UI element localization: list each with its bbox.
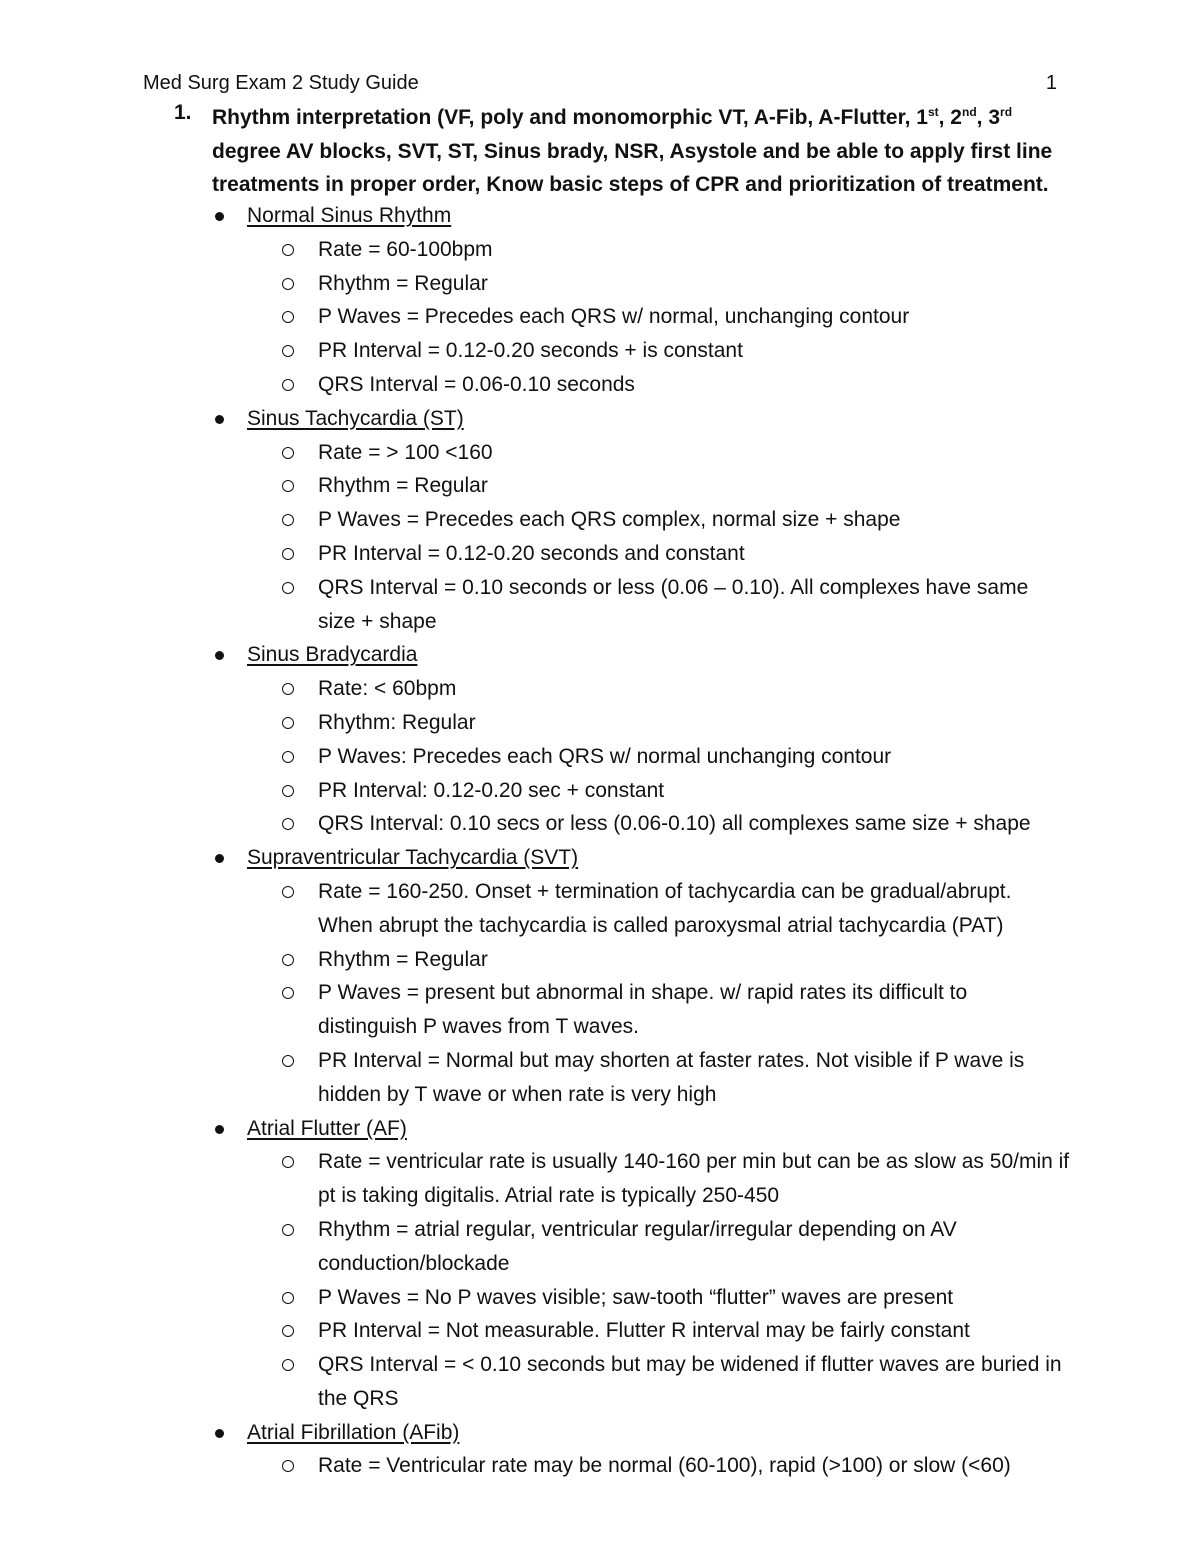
list-item-text: PR Interval = Normal but may shorten at faster rates. Not visible if P wave is hidden by T wave or when rate is very high <box>318 1048 1025 1106</box>
rhythm-heading-label: Sinus Tachycardia (ST) <box>247 406 464 430</box>
rhythm-heading <box>211 1112 1071 1146</box>
page-header <box>143 72 1057 102</box>
question-text-sep1: , 2 <box>938 106 962 129</box>
superscript-nd: nd <box>962 105 977 119</box>
hollow-bullet-icon <box>282 1292 294 1304</box>
list-item-text: P Waves = present but abnormal in shape. w/ rapid rates its difficult to distinguish P waves from T waves. <box>318 981 968 1039</box>
hollow-bullet-icon <box>282 717 294 729</box>
list-item <box>211 436 1071 470</box>
hollow-bullet-icon <box>282 987 294 999</box>
list-item-text: PR Interval = 0.12-0.20 seconds + is constant <box>318 339 743 363</box>
list-item <box>211 267 1071 301</box>
list-item <box>211 1044 1071 1112</box>
rhythm-heading-label: Sinus Bradycardia <box>247 643 418 667</box>
rhythm-heading-label: Atrial Fibrillation (AFib) <box>247 1420 460 1444</box>
list-item-text: Rhythm = Regular <box>318 947 488 971</box>
hollow-bullet-icon <box>282 1359 294 1371</box>
list-item-text: P Waves = Precedes each QRS complex, normal size + shape <box>318 508 901 532</box>
list-item <box>211 537 1071 571</box>
list-item-text: PR Interval: 0.12-0.20 sec + constant <box>318 778 665 802</box>
list-item-text: Rate = 160-250. Onset + termination of tachycardia can be gradual/abrupt. When abrupt the tachycardia is called paroxysmal atrial tachycardia (PAT) <box>318 879 1012 937</box>
hollow-bullet-icon <box>282 1224 294 1236</box>
bullet-icon <box>215 1125 224 1134</box>
rhythm-heading-label: Normal Sinus Rhythm <box>247 204 452 227</box>
bullet-icon <box>215 651 224 660</box>
document-title: Med Surg Exam 2 Study Guide <box>143 72 419 94</box>
list-item <box>211 334 1071 368</box>
list-item <box>211 503 1071 537</box>
rhythm-section <box>211 638 1071 841</box>
question-1 <box>174 101 1074 202</box>
rhythm-section <box>211 199 1071 402</box>
list-item <box>211 706 1071 740</box>
list-item-text: QRS Interval = 0.10 seconds or less (0.06 – 0.10). All complexes have same size + shape <box>318 575 1029 633</box>
list-item <box>211 976 1071 1044</box>
list-item <box>211 1145 1071 1213</box>
list-item-text: QRS Interval = 0.06-0.10 seconds <box>318 372 635 396</box>
list-item-text: P Waves = Precedes each QRS w/ normal, unchanging contour <box>318 305 910 329</box>
hollow-bullet-icon <box>282 1460 294 1472</box>
list-item-text: Rhythm = Regular <box>318 474 488 498</box>
superscript-rd: rd <box>1000 105 1013 119</box>
list-item <box>211 233 1071 267</box>
rhythm-section <box>211 841 1071 1111</box>
rhythm-heading-label: Atrial Flutter (AF) <box>247 1116 407 1140</box>
superscript-st: st <box>927 105 939 119</box>
list-item <box>211 1281 1071 1315</box>
rhythm-heading <box>211 402 1071 436</box>
list-item <box>211 672 1071 706</box>
hollow-bullet-icon <box>282 447 294 459</box>
list-item-text: Rate = > 100 <160 <box>318 440 493 464</box>
hollow-bullet-icon <box>282 954 294 966</box>
list-item-text: PR Interval = 0.12-0.20 seconds and constant <box>318 541 745 565</box>
hollow-bullet-icon <box>282 480 294 492</box>
rhythm-heading-label: Supraventricular Tachycardia (SVT) <box>247 846 579 870</box>
hollow-bullet-icon <box>282 548 294 560</box>
hollow-bullet-icon <box>282 278 294 290</box>
list-item <box>211 774 1071 808</box>
list-item-text: Rhythm = atrial regular, ventricular regular/irregular depending on AV conduction/blockade <box>318 1217 957 1275</box>
rhythm-list <box>211 199 1071 1483</box>
list-item <box>211 740 1071 774</box>
list-item-text: Rate: < 60bpm <box>318 677 457 701</box>
rhythm-section <box>211 402 1071 639</box>
hollow-bullet-icon <box>282 751 294 763</box>
hollow-bullet-icon <box>282 514 294 526</box>
rhythm-heading <box>211 841 1071 875</box>
bullet-icon <box>215 854 224 863</box>
list-item-text: Rate = 60-100bpm <box>318 237 493 261</box>
hollow-bullet-icon <box>282 818 294 830</box>
list-item <box>211 469 1071 503</box>
list-item <box>211 807 1071 841</box>
rhythm-heading <box>211 1416 1071 1450</box>
hollow-bullet-icon <box>282 379 294 391</box>
list-item-text: P Waves = No P waves visible; saw-tooth “flutter” waves are present <box>318 1285 954 1309</box>
bullet-icon <box>215 1429 224 1438</box>
list-item <box>211 1449 1071 1483</box>
bullet-icon <box>215 415 224 424</box>
hollow-bullet-icon <box>282 345 294 357</box>
hollow-bullet-icon <box>282 311 294 323</box>
rhythm-section <box>211 1416 1071 1484</box>
list-item-text: PR Interval = Not measurable. Flutter R interval may be fairly constant <box>318 1319 970 1343</box>
list-item <box>211 300 1071 334</box>
list-item-text: QRS Interval = < 0.10 seconds but may be widened if flutter waves are buried in the QRS <box>318 1353 1062 1410</box>
hollow-bullet-icon <box>282 1055 294 1067</box>
list-item <box>211 875 1071 943</box>
rhythm-heading <box>211 638 1071 672</box>
hollow-bullet-icon <box>282 785 294 797</box>
page-number: 1 <box>1045 72 1057 94</box>
list-item <box>211 571 1071 639</box>
question-text-sep2: , 3 <box>976 106 1001 129</box>
list-item <box>211 1348 1071 1416</box>
hollow-bullet-icon <box>282 1325 294 1337</box>
list-item <box>211 943 1071 977</box>
list-item-text: P Waves: Precedes each QRS w/ normal unchanging contour <box>318 744 892 768</box>
list-item-text: Rhythm: Regular <box>318 710 476 734</box>
question-number: 1. <box>174 101 192 124</box>
rhythm-heading <box>211 199 1071 233</box>
hollow-bullet-icon <box>282 582 294 594</box>
bullet-icon <box>215 212 224 221</box>
hollow-bullet-icon <box>282 683 294 695</box>
hollow-bullet-icon <box>282 886 294 898</box>
list-item-text: Rhythm = Regular <box>318 271 488 295</box>
question-text <box>212 101 1074 202</box>
rhythm-section <box>211 1112 1071 1416</box>
list-item-text: Rate = ventricular rate is usually 140-160 per min but can be as slow as 50/min if pt is taking digitalis. Atrial rate is typically 250-450 <box>318 1150 1070 1208</box>
list-item <box>211 368 1071 402</box>
list-item <box>211 1213 1071 1281</box>
question-text-part2: degree AV blocks, SVT, ST, Sinus brady, NSR, Asystole and be able to apply first line treatments in proper order, Know basic steps of CPR and prioritization of treatment. <box>212 139 1053 196</box>
hollow-bullet-icon <box>282 1156 294 1168</box>
hollow-bullet-icon <box>282 244 294 256</box>
list-item-text: QRS Interval: 0.10 secs or less (0.06-0.10) all complexes same size + shape <box>318 812 1031 836</box>
question-text-part1: Rhythm interpretation (VF, poly and monomorphic VT, A-Fib, A-Flutter, 1 <box>212 106 928 129</box>
list-item <box>211 1314 1071 1348</box>
list-item-text: Rate = Ventricular rate may be normal (60-100), rapid (>100) or slow (<60) <box>318 1454 1011 1478</box>
